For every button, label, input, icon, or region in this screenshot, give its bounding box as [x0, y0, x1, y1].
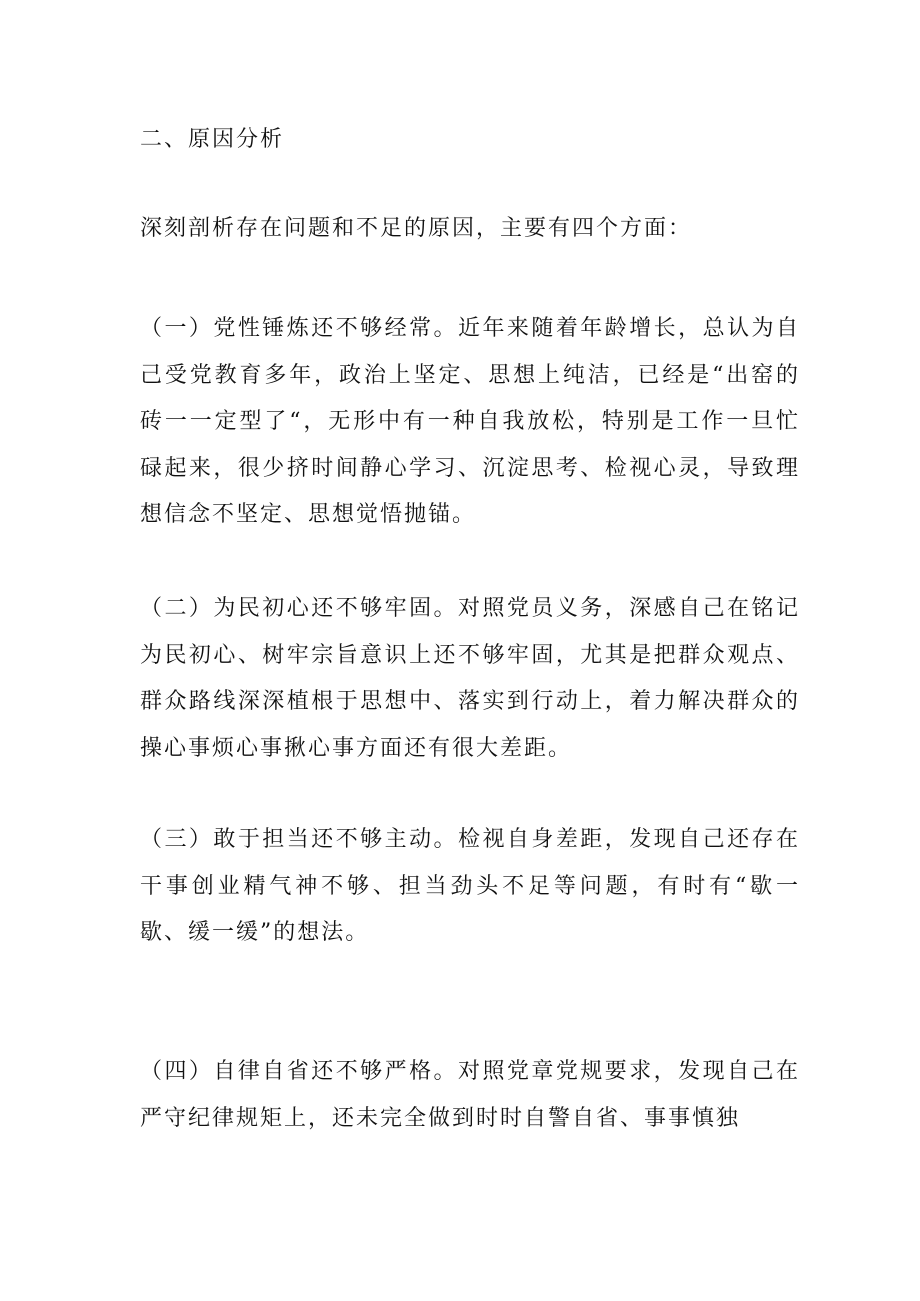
paragraph-self-discipline: （四）自律自省还不够严格。对照党章党规要求，发现自己在严守纪律规矩上，还未完全做到时时自警自省、事事慎独 [140, 1059, 800, 1131]
paragraph-original-aspiration: （二）为民初心还不够牢固。对照党员义务，深感自己在铭记为民初心、树牢宗旨意识上还不够牢固，尤其是把群众观点、群众路线深深植根于思想中、落实到行动上，着力解决群众的操心事烦心事揪心事方面还有很大差距。 [140, 596, 800, 761]
intro-paragraph: 深刻剖析存在问题和不足的原因，主要有四个方面： [140, 216, 693, 241]
section-heading: 二、原因分析 [140, 127, 285, 152]
paragraph-party-spirit: （一）党性锤炼还不够经常。近年来随着年龄增长，总认为自己受党教育多年，政治上坚定、思想上纯洁，已经是“出窑的砖一一定型了“，无形中有一种自我放松，特别是工作一旦忙碌起来，很少挤时间静心学习、沉淀思考、检视心灵，导致理想信念不坚定、思想觉悟抛锚。 [140, 316, 800, 527]
paragraph-responsibility: （三）敢于担当还不够主动。检视自身差距，发现自己还存在干事创业精气神不够、担当劲头不足等问题，有时有“歇一歇、缓一缓”的想法。 [140, 827, 800, 945]
